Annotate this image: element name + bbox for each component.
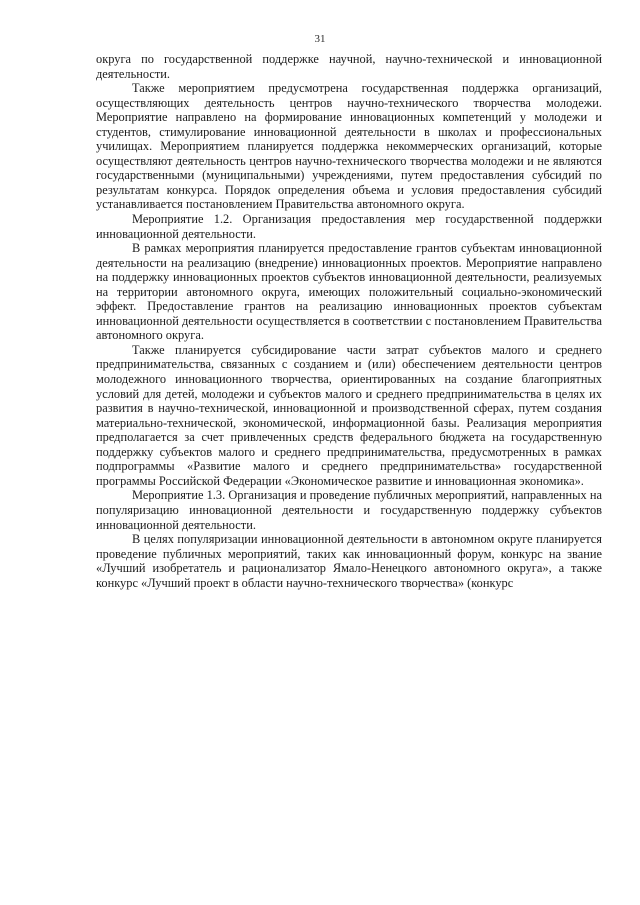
paragraph: Мероприятие 1.3. Организация и проведение публичных мероприятий, направленных на популяризацию инновационной деятельности и государственную поддержку субъектов инновационной деятельности.: [96, 488, 602, 532]
paragraph: округа по государственной поддержке научной, научно-технической и инновационной деятельности.: [96, 52, 602, 81]
paragraph: В рамках мероприятия планируется предоставление грантов субъектам инновационной деятельности на реализацию (внедрение) инновационных проектов. Мероприятие направлено на поддержку инновационных проектов субъектов инновационной деятельности, реализуемых на территории автономного округа, имеющих положительный социально-экономический эффект. Предоставление грантов на реализацию инновационных проектов субъектам инновационной деятельности осуществляется в соответствии с постановлением Правительства автономного округа.: [96, 241, 602, 343]
paragraph: В целях популяризации инновационной деятельности в автономном округе планируется проведение публичных мероприятий, таких как инновационный форум, конкурс на звание «Лучший изобретатель и рационализатор Ямало-Ненецкого автономного округа», а также конкурс «Лучший проект в области научно-технического творчества» (конкурс: [96, 532, 602, 590]
document-body: [96, 52, 602, 590]
paragraph: Также планируется субсидирование части затрат субъектов малого и среднего предпринимательства, связанных с созданием и (или) обеспечением деятельности центров молодежного инновационного творчества, ориентированных на создание благоприятных условий для детей, молодежи и субъектов малого и среднего предпринимательства в целях их развития в научно-технической, инновационной и производственной сферах, путем создания материально-технической, экономической, информационной базы. Реализация мероприятия предполагается за счет привлеченных средств федерального бюджета на государственную поддержку субъектов малого и среднего предпринимательства, предусмотренных в рамках подпрограммы «Развитие малого и среднего предпринимательства» государственной программы Российской Федерации «Экономическое развитие и инновационная экономика».: [96, 342, 602, 488]
paragraph: Также мероприятием предусмотрена государственная поддержка организаций, осуществляющих деятельность центров научно-технического творчества молодежи. Мероприятие направлено на формирование инновационных компетенций у молодежи и студентов, стимулирование инновационной деятельности в школах и профессиональных училищах. Мероприятием планируется поддержка некоммерческих организаций, которые осуществляют деятельность центров научно-технического творчества молодежи и не являются государственными (муниципальными) учреждениями, путем предоставления субсидий по результатам конкурса. Порядок определения объема и условия предоставления субсидий устанавливается постановлением Правительства автономного округа.: [96, 81, 602, 212]
paragraph: Мероприятие 1.2. Организация предоставления мер государственной поддержки инновационной деятельности.: [96, 212, 602, 241]
page-number: 31: [314, 33, 326, 45]
